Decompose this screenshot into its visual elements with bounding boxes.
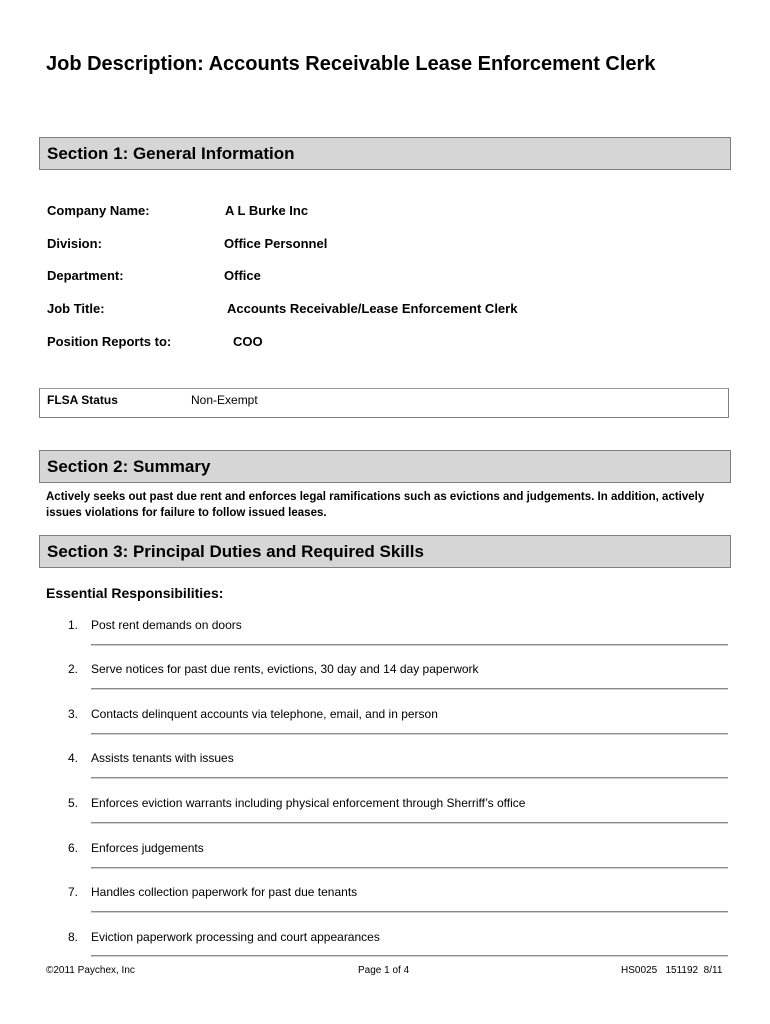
duty-text: Post rent demands on doors bbox=[91, 618, 242, 632]
duty-text: Contacts delinquent accounts via telephone, email, and in person bbox=[91, 707, 438, 721]
field-label: Company Name: bbox=[47, 203, 150, 218]
duty-divider bbox=[91, 867, 728, 869]
duty-item bbox=[0, 884, 770, 928]
section-1-header: Section 1: General Information bbox=[39, 137, 731, 170]
duty-item bbox=[0, 706, 770, 750]
summary-text: Actively seeks out past due rent and enforces legal ramifications such as evictions and judgements. In addition, actively issues violations for failure to follow issued leases. bbox=[46, 491, 705, 519]
duty-number: 6. bbox=[67, 841, 78, 855]
field-value: Office Personnel bbox=[224, 236, 328, 251]
duty-item bbox=[0, 661, 770, 705]
duty-text: Enforces eviction warrants including physical enforcement through Sherriff’s office bbox=[91, 796, 526, 810]
field-value: Office bbox=[224, 268, 261, 283]
field-value: A L Burke Inc bbox=[225, 203, 309, 218]
flsa-status-box bbox=[39, 388, 729, 418]
duty-item bbox=[0, 795, 770, 839]
field-label: Job Title: bbox=[47, 301, 105, 316]
duty-divider bbox=[91, 733, 728, 735]
field-label: Department: bbox=[47, 268, 124, 283]
duty-text: Assists tenants with issues bbox=[91, 751, 234, 765]
field-value: Accounts Receivable/Lease Enforcement Clerk bbox=[227, 301, 518, 316]
duty-item bbox=[0, 750, 770, 794]
duty-number: 2. bbox=[67, 662, 78, 676]
footer-copyright: ©2011 Paychex, Inc bbox=[46, 965, 135, 976]
duty-number: 5. bbox=[67, 796, 78, 810]
duty-divider bbox=[91, 955, 728, 957]
flsa-value: Non-Exempt bbox=[191, 393, 258, 407]
duty-number: 3. bbox=[67, 707, 78, 721]
duty-number: 7. bbox=[67, 885, 78, 899]
duty-number: 8. bbox=[67, 930, 78, 944]
section-3-header: Section 3: Principal Duties and Required Skills bbox=[39, 535, 731, 568]
duty-text: Enforces judgements bbox=[91, 841, 204, 855]
duty-text: Handles collection paperwork for past due tenants bbox=[91, 885, 358, 899]
field-label: Division: bbox=[47, 236, 102, 251]
duty-text: Eviction paperwork processing and court appearances bbox=[91, 930, 380, 944]
page-title: Job Description: Accounts Receivable Lease Enforcement Clerk bbox=[46, 53, 656, 75]
footer-form-code: HS0025 151192 8/11 bbox=[621, 965, 723, 976]
field-label: Position Reports to: bbox=[47, 334, 172, 349]
flsa-label: FLSA Status bbox=[47, 393, 118, 407]
duty-divider bbox=[91, 822, 728, 824]
essential-responsibilities-heading: Essential Responsibilities: bbox=[46, 585, 224, 601]
duty-number: 4. bbox=[67, 751, 78, 765]
footer-page-number: Page 1 of 4 bbox=[358, 965, 410, 976]
duty-divider bbox=[91, 911, 728, 913]
duty-divider bbox=[91, 644, 728, 646]
duty-item bbox=[0, 840, 770, 884]
duty-number: 1. bbox=[67, 618, 78, 632]
duty-text: Serve notices for past due rents, evictions, 30 day and 14 day paperwork bbox=[91, 662, 479, 676]
duty-divider bbox=[91, 777, 728, 779]
duty-divider bbox=[91, 688, 728, 690]
duty-item bbox=[0, 617, 770, 661]
field-value: COO bbox=[233, 334, 263, 349]
section-2-header: Section 2: Summary bbox=[39, 450, 731, 483]
